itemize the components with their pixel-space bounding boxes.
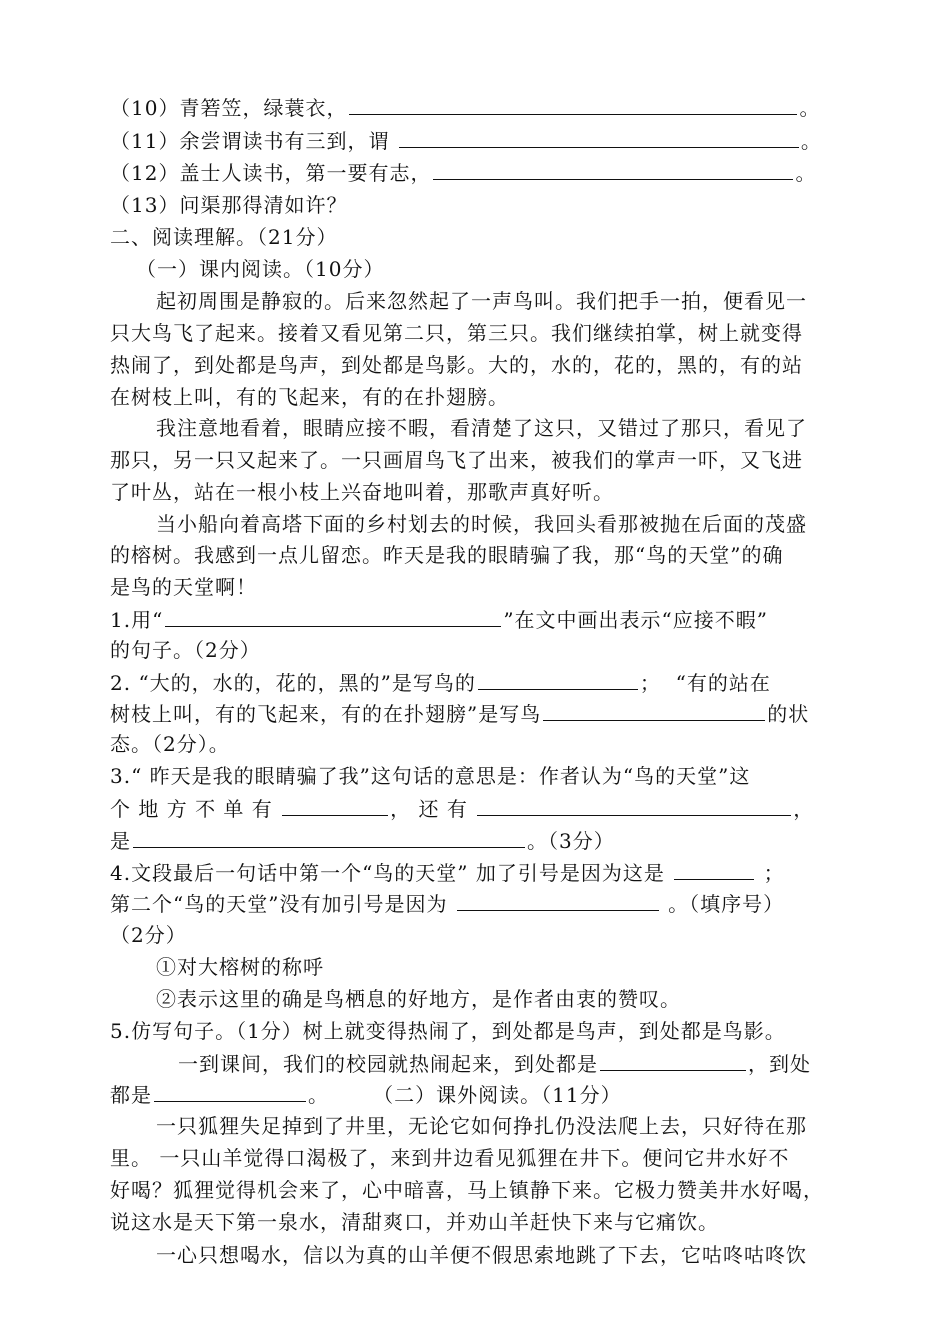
line-text-after-blank: 。（3分）: [527, 829, 615, 853]
answer-blank[interactable]: [457, 888, 659, 911]
answer-blank[interactable]: [282, 793, 388, 816]
line-text-after-blank: 。 （二）课外阅读。（11分）: [308, 1083, 622, 1107]
line-text: （一）课内阅读。（10分）: [136, 257, 385, 281]
text-line: [110, 318, 840, 350]
line-text: 5.仿写句子。（1分）树上就变得热闹了，到处都是鸟声，到处都是鸟影。: [110, 1019, 786, 1043]
text-line: [110, 729, 840, 761]
line-text: 好喝？狐狸觉得机会来了，心中暗喜，马上镇静下来。它极力赞美井水好喝，: [110, 1178, 824, 1202]
answer-blank[interactable]: [433, 157, 793, 180]
text-line: [110, 920, 840, 952]
answer-blank[interactable]: [133, 825, 525, 848]
text-line: [110, 382, 840, 414]
line-text: 3.“ 昨天是我的眼睛骗了我”这句话的意思是：作者认为“鸟的天堂”这: [110, 764, 751, 788]
line-text: 一心只想喝水，信以为真的山羊便不假思索地跳了下去，它咕咚咕咚饮: [156, 1243, 807, 1267]
line-text-after-blank: ； “有的站在: [639, 671, 771, 695]
text-line: [110, 793, 840, 825]
answer-blank[interactable]: [165, 604, 501, 627]
line-text: 都是: [110, 1083, 152, 1107]
text-line: [110, 1016, 840, 1048]
line-text: 一到课间，我们的校园就热闹起来，到处都是: [178, 1052, 598, 1076]
line-text: ①对大榕树的称呼: [156, 955, 324, 979]
line-text: 第二个“鸟的天堂”没有加引号是因为: [110, 892, 455, 916]
line-text: 了叶丛，站在一根小枝上兴奋地叫着，那歌声真好听。: [110, 480, 614, 504]
line-text: 2. “大的，水的，花的，黑的”是写鸟的: [110, 671, 476, 695]
line-text-after-blank: 。（填序号）: [660, 892, 785, 916]
line-text: 树枝上叫，有的飞起来，有的在扑翅膀”是写鸟: [110, 702, 542, 726]
line-text-after-blank: ”在文中画出表示“应接不暇”: [503, 608, 768, 632]
text-line: [110, 604, 840, 636]
text-line: [156, 1240, 840, 1272]
text-line: [110, 1207, 840, 1239]
text-line: [110, 698, 840, 730]
text-line: [156, 509, 840, 541]
text-line: [110, 635, 840, 667]
line-text: 态。（2分）。: [110, 732, 230, 756]
line-text: 一只狐狸失足掉到了井里，无论它如何挣扎仍没法爬上去，只好待在那: [156, 1114, 807, 1138]
line-text: 是鸟的天堂啊！: [110, 575, 257, 599]
text-line: [156, 1111, 840, 1143]
text-line: [156, 952, 840, 984]
text-line: [110, 92, 840, 124]
text-line: [110, 888, 840, 920]
line-text-after-blank: ， 还 有: [390, 797, 476, 821]
text-line: [110, 222, 840, 254]
line-text: 1.用“: [110, 608, 164, 632]
text-line: [110, 157, 840, 189]
answer-blank[interactable]: [349, 92, 797, 115]
line-text: 热闹了，到处都是鸟声，到处都是鸟影。大的，水的，花的，黑的，有的站: [110, 353, 803, 377]
text-line: [110, 125, 840, 157]
text-line: [156, 286, 840, 318]
text-line: [110, 667, 840, 699]
line-text-after-blank: ；: [756, 861, 785, 885]
line-text-after-blank: 。: [795, 161, 817, 185]
text-line: [110, 445, 840, 477]
text-line: [110, 857, 840, 889]
answer-blank[interactable]: [154, 1079, 306, 1102]
line-text: （10）青箬笠，绿蓑衣，: [110, 96, 348, 120]
answer-blank[interactable]: [477, 793, 791, 816]
line-text: 个 地 方 不 单 有: [110, 797, 281, 821]
line-text-after-blank: 的状: [767, 702, 810, 726]
line-text: （12）盖士人读书，第一要有志，: [110, 161, 432, 185]
answer-blank[interactable]: [600, 1048, 746, 1071]
line-text: 那只，另一只又起来了。一只画眉鸟飞了出来，被我们的掌声一吓，又飞进: [110, 448, 803, 472]
line-text: 说这水是天下第一泉水，清甜爽口，并劝山羊赶快下来与它痛饮。: [110, 1210, 719, 1234]
text-line: [110, 1079, 840, 1111]
line-text: 在树枝上叫，有的飞起来，有的在扑翅膀。: [110, 385, 509, 409]
line-text: 的榕树。我感到一点儿留恋。昨天是我的眼睛骗了我，那“鸟的天堂”的确: [110, 543, 784, 567]
text-line: [110, 761, 840, 793]
text-line: [110, 190, 840, 222]
line-text: （11）余尝谓读书有三到，谓: [110, 129, 397, 153]
answer-blank[interactable]: [674, 857, 754, 880]
line-text: 只大鸟飞了起来。接着又看见第二只，第三只。我们继续拍掌，树上就变得: [110, 321, 803, 345]
text-line: [110, 825, 840, 857]
text-line: [136, 254, 840, 286]
line-text-after-blank: ，到处: [748, 1052, 811, 1076]
line-text: ②表示这里的确是鸟栖息的好地方，是作者由衷的赞叹。: [156, 987, 681, 1011]
answer-blank[interactable]: [543, 698, 765, 721]
answer-blank[interactable]: [399, 125, 799, 148]
text-line: [110, 477, 840, 509]
line-text: （2分）: [110, 923, 187, 947]
line-text: 当小船向着高塔下面的乡村划去的时候，我回头看那被抛在后面的茂盛: [156, 512, 807, 536]
text-line: [110, 540, 840, 572]
line-text: 4.文段最后一句话中第一个“鸟的天堂” 加了引号是因为这是: [110, 861, 673, 885]
text-line: [178, 1048, 840, 1080]
line-text: （13）问渠那得清如许？: [110, 193, 348, 217]
text-line: [156, 984, 840, 1016]
text-line: [110, 572, 840, 604]
line-text: 里。 一只山羊觉得口渴极了，来到井边看见狐狸在井下。便问它井水好不: [110, 1146, 790, 1170]
line-text: 二、阅读理解。（21分）: [110, 225, 338, 249]
line-text: 的句子。（2分）: [110, 638, 261, 662]
text-line: [110, 1175, 840, 1207]
line-text-after-blank: 。: [800, 129, 822, 153]
line-text-after-blank: 。: [799, 96, 821, 120]
line-text: 起初周围是静寂的。后来忽然起了一声鸟叫。我们把手一拍，便看见一: [156, 289, 807, 313]
text-line: [156, 413, 840, 445]
text-line: [110, 350, 840, 382]
line-text: 是: [110, 829, 131, 853]
text-line: [110, 1143, 840, 1175]
answer-blank[interactable]: [478, 667, 638, 690]
line-text: 我注意地看着，眼睛应接不暇，看清楚了这只，又错过了那只，看见了: [156, 416, 807, 440]
line-text-after-blank: ，: [793, 797, 815, 821]
